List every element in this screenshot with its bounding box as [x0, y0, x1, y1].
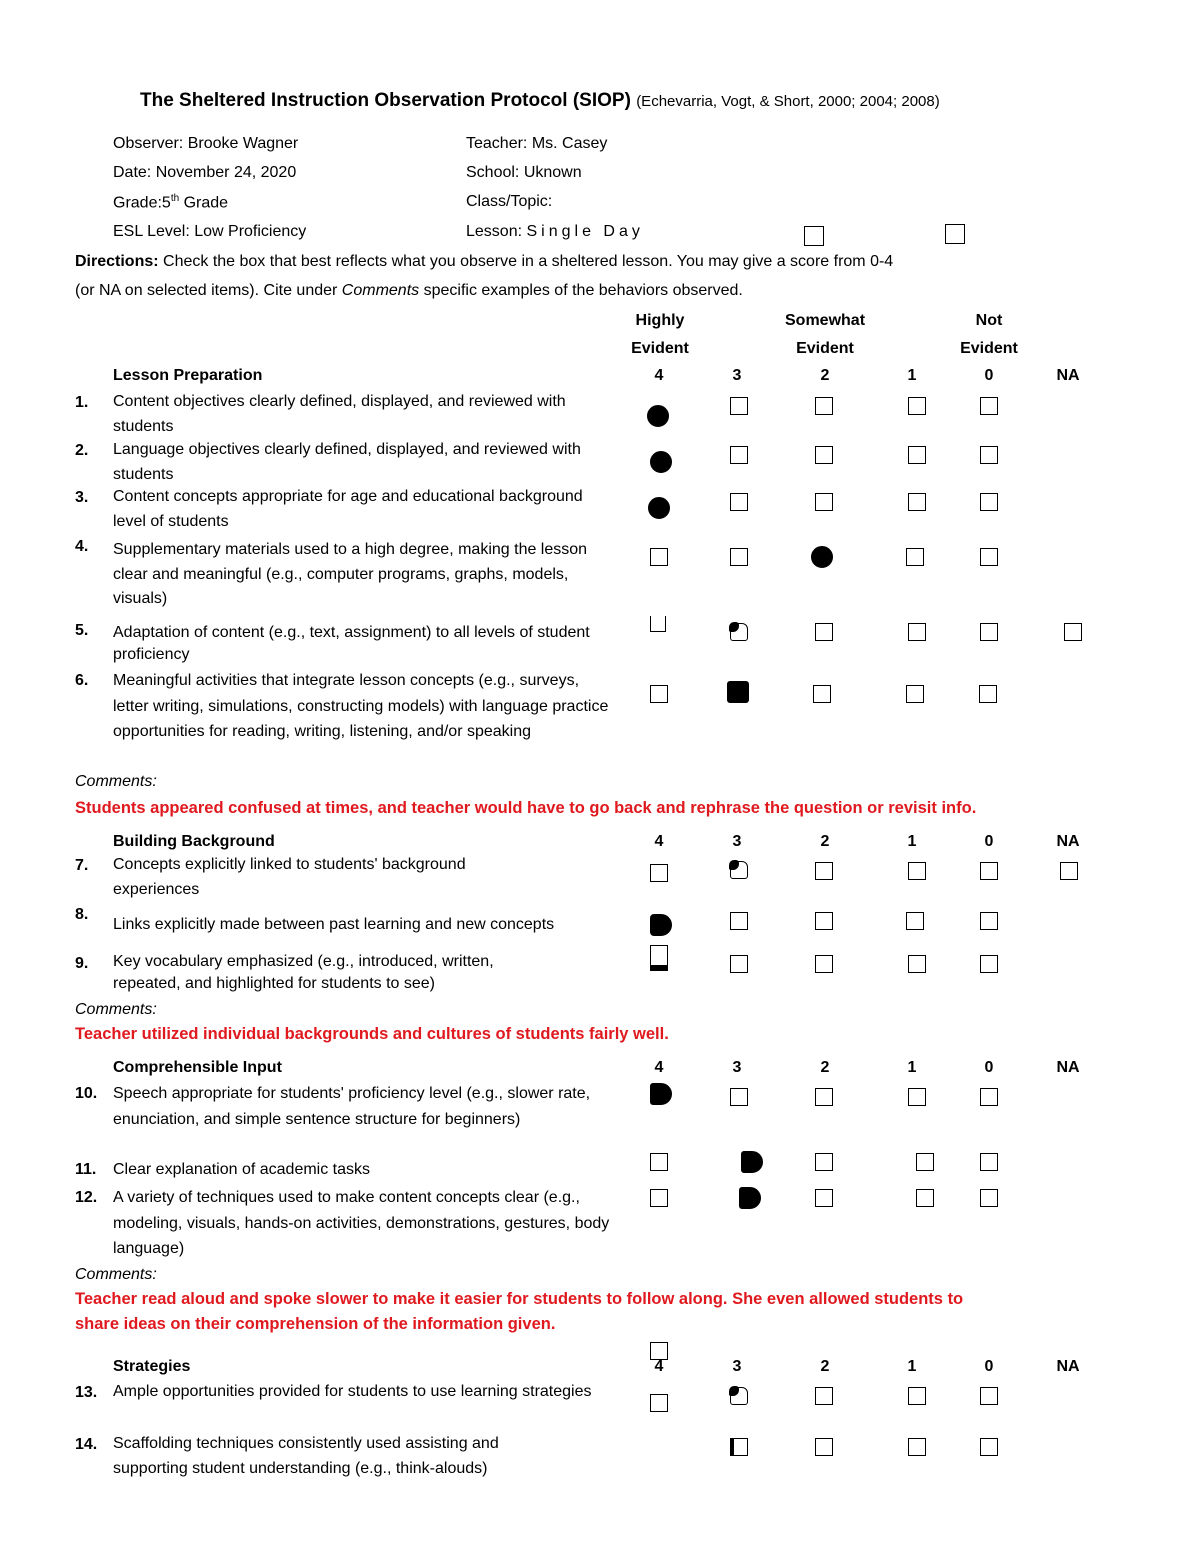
item-7-score-1[interactable]: [908, 862, 926, 880]
item-number: 13.: [75, 1384, 98, 1401]
item-9-score-0[interactable]: [980, 955, 998, 973]
item-8-score-3[interactable]: [730, 912, 748, 930]
item-9-score-3[interactable]: [730, 955, 748, 973]
item-6-score-0[interactable]: [979, 685, 997, 703]
col-0: 0: [984, 1059, 994, 1076]
item-2-score-2[interactable]: [815, 446, 833, 464]
item-4-score-3[interactable]: [730, 548, 748, 566]
item-3-score-3[interactable]: [730, 493, 748, 511]
item-4-score-4[interactable]: [650, 548, 668, 566]
col-2: 2: [820, 1059, 830, 1076]
comment-text-line-1: Teacher read aloud and spoke slower to make it easier for students to follow along. She even allowed students to: [75, 1290, 964, 1308]
col-4: 4: [654, 1059, 664, 1076]
lesson-checkbox-b[interactable]: [945, 224, 965, 244]
col-0: 0: [984, 1358, 994, 1375]
item-1-score-4[interactable]: [647, 405, 669, 427]
item-13-score-4[interactable]: [650, 1394, 668, 1412]
item-11-score-2[interactable]: [815, 1153, 833, 1171]
item-text: Language objectives clearly defined, displayed, and reviewed with students: [113, 441, 581, 483]
item-1-score-0[interactable]: [980, 397, 998, 415]
item-text: Supplementary materials used to a high degree, making the lesson clear and meaningful (e.g., computer programs, graphs, models, visuals): [113, 541, 588, 607]
item-text: Content objectives clearly defined, displayed, and reviewed with students: [113, 393, 566, 435]
item-14-score-0[interactable]: [980, 1438, 998, 1456]
scale-not-evident: Evident: [960, 340, 1018, 357]
item-6-score-4[interactable]: [650, 685, 668, 703]
col-3: 3: [732, 833, 742, 850]
lesson-checkbox-a[interactable]: [804, 226, 824, 246]
date-field: Date: November 24, 2020: [113, 164, 297, 181]
col-na: NA: [1056, 367, 1080, 384]
col-3: 3: [732, 1059, 742, 1076]
item-11-score-1[interactable]: [916, 1153, 934, 1171]
section-title-strategies: Strategies: [113, 1358, 191, 1375]
section-title-building-background: Building Background: [113, 833, 275, 850]
item-number: 14.: [75, 1436, 98, 1453]
page-title: The Sheltered Instruction Observation Protocol (SIOP) (Echevarria, Vogt, & Short, 2000; 2004; 2008): [140, 90, 940, 111]
class-topic-field: Class/Topic:: [466, 193, 553, 210]
school-field: School: Uknown: [466, 164, 582, 181]
item-6-score-1[interactable]: [906, 685, 924, 703]
item-5-score-0[interactable]: [980, 623, 998, 641]
comments-label: Comments:: [75, 1001, 157, 1018]
item-text: Content concepts appropriate for age and educational background level of students: [113, 488, 583, 530]
section-title-lesson-preparation: Lesson Preparation: [113, 367, 263, 384]
scale-highly: Highly: [635, 312, 685, 329]
item-number: 2.: [75, 442, 89, 459]
esl-level-field: ESL Level: Low Proficiency: [113, 223, 307, 240]
item-2-score-3[interactable]: [730, 446, 748, 464]
col-1: 1: [907, 833, 917, 850]
scale-somewhat: Somewhat: [785, 312, 866, 329]
comment-text: Students appeared confused at times, and teacher would have to go back and rephrase the question or revisit info.: [75, 799, 977, 817]
directions-line-2: (or NA on selected items). Cite under Comments specific examples of the behaviors observed.: [75, 282, 743, 299]
item-3-score-2[interactable]: [815, 493, 833, 511]
item-number: 4.: [75, 538, 89, 555]
item-1-score-1[interactable]: [908, 397, 926, 415]
item-12-score-1[interactable]: [916, 1189, 934, 1207]
item-8-score-1[interactable]: [906, 912, 924, 930]
item-number: 9.: [75, 955, 89, 972]
item-8-score-2[interactable]: [815, 912, 833, 930]
col-1: 1: [907, 1059, 917, 1076]
item-number: 8.: [75, 906, 89, 923]
item-5-score-1[interactable]: [908, 623, 926, 641]
item-8-score-0[interactable]: [980, 912, 998, 930]
item-text: Key vocabulary emphasized (e.g., introduced, written, repeated, and highlighted for students to see): [113, 953, 494, 992]
col-4: 4: [654, 367, 664, 384]
col-na: NA: [1056, 1358, 1080, 1375]
comments-label: Comments:: [75, 773, 157, 790]
item-2-score-0[interactable]: [980, 446, 998, 464]
item-12-score-3[interactable]: [739, 1187, 761, 1209]
item-5-score-4[interactable]: [650, 616, 666, 632]
col-0: 0: [984, 833, 994, 850]
item-2-score-1[interactable]: [908, 446, 926, 464]
item-7-score-na[interactable]: [1060, 862, 1078, 880]
col-1: 1: [907, 1358, 917, 1375]
item-10-score-4[interactable]: [650, 1083, 672, 1105]
item-11-score-4[interactable]: [650, 1153, 668, 1171]
item-13-score-1[interactable]: [908, 1387, 926, 1405]
item-12-score-4[interactable]: [650, 1189, 668, 1207]
col-3: 3: [732, 367, 742, 384]
col-3: 3: [732, 1358, 742, 1375]
item-text: Ample opportunities provided for students to use learning strategies: [113, 1383, 592, 1400]
comments-label: Comments:: [75, 1266, 157, 1283]
item-9-score-1[interactable]: [908, 955, 926, 973]
col-2: 2: [820, 833, 830, 850]
item-3-score-4[interactable]: [648, 497, 670, 519]
item-5-score-2[interactable]: [815, 623, 833, 641]
col-4: 4: [654, 1358, 664, 1375]
item-5-score-na[interactable]: [1064, 623, 1082, 641]
item-number: 5.: [75, 622, 89, 639]
observer-field: Observer: Brooke Wagner: [113, 135, 299, 152]
item-number: 6.: [75, 672, 89, 689]
item-14-score-2[interactable]: [815, 1438, 833, 1456]
grade-field: Grade:5th Grade: [113, 193, 229, 212]
col-4: 4: [654, 833, 664, 850]
scale-not: Not: [975, 312, 1003, 329]
item-text: Scaffolding techniques consistently used assisting and supporting student understanding (e.g., think-alouds): [113, 1435, 499, 1477]
item-number: 11.: [75, 1161, 97, 1178]
item-number: 1.: [75, 394, 89, 411]
item-6-score-3[interactable]: [727, 681, 749, 703]
item-text: A variety of techniques used to make content concepts clear (e.g., modeling, visuals, hands-on activities, demonstrations, gestures, body language): [113, 1189, 610, 1257]
col-na: NA: [1056, 1059, 1080, 1076]
citation: (Echevarria, Vogt, & Short, 2000; 2004; 2008): [636, 93, 940, 110]
item-1-score-3[interactable]: [730, 397, 748, 415]
item-11-score-0[interactable]: [980, 1153, 998, 1171]
item-6-score-2[interactable]: [813, 685, 831, 703]
item-number: 10.: [75, 1085, 98, 1102]
col-na: NA: [1056, 833, 1080, 850]
item-7-score-0[interactable]: [980, 862, 998, 880]
item-text: Links explicitly made between past learning and new concepts: [113, 916, 555, 933]
scale-highly-evident: Evident: [631, 340, 689, 357]
scale-somewhat-evident: Evident: [796, 340, 854, 357]
lesson-field: Lesson: Single Day: [466, 223, 644, 240]
item-12-score-0[interactable]: [980, 1189, 998, 1207]
directions-line-1: Directions: Check the box that best reflects what you observe in a sheltered lesson. You may give a score from 0-4: [75, 253, 894, 270]
teacher-field: Teacher: Ms. Casey: [466, 135, 608, 152]
item-text: Meaningful activities that integrate lesson concepts (e.g., surveys, letter writing, simulations, constructing models) with language practice opportunities for reading, writing, listening, and/or speaking: [113, 672, 609, 740]
item-7-score-2[interactable]: [815, 862, 833, 880]
col-2: 2: [820, 367, 830, 384]
item-9-score-2[interactable]: [815, 955, 833, 973]
item-3-score-0[interactable]: [980, 493, 998, 511]
item-2-score-4[interactable]: [650, 451, 672, 473]
item-12-score-2[interactable]: [815, 1189, 833, 1207]
item-text: Concepts explicitly linked to students' background experiences: [113, 856, 466, 898]
item-5-score-3[interactable]: [730, 623, 748, 641]
item-number: 7.: [75, 857, 89, 874]
item-13-score-2[interactable]: [815, 1387, 833, 1405]
item-10-score-0[interactable]: [980, 1088, 998, 1106]
item-4-score-0[interactable]: [980, 548, 998, 566]
item-number: 3.: [75, 489, 89, 506]
item-text: Adaptation of content (e.g., text, assignment) to all levels of student proficiency: [113, 624, 590, 663]
item-13-score-0[interactable]: [980, 1387, 998, 1405]
item-4-score-2[interactable]: [811, 546, 833, 568]
item-number: 12.: [75, 1189, 98, 1206]
item-14-score-1[interactable]: [908, 1438, 926, 1456]
section-title-comprehensible-input: Comprehensible Input: [113, 1059, 282, 1076]
item-14-score-3[interactable]: [730, 1438, 748, 1456]
item-9-score-4[interactable]: [650, 945, 668, 971]
item-11-score-3[interactable]: [741, 1151, 763, 1173]
item-text: Clear explanation of academic tasks: [113, 1161, 371, 1178]
item-10-score-3[interactable]: [730, 1088, 748, 1106]
item-text: Speech appropriate for students' proficiency level (e.g., slower rate, enunciation, and simple sentence structure for beginners): [113, 1085, 591, 1128]
item-4-score-1[interactable]: [906, 548, 924, 566]
col-0: 0: [984, 367, 994, 384]
comment-text-line-2: share ideas on their comprehension of the information given.: [75, 1315, 556, 1333]
comment-text: Teacher utilized individual backgrounds and cultures of students fairly well.: [75, 1025, 669, 1043]
item-3-score-1[interactable]: [908, 493, 926, 511]
item-8-score-4[interactable]: [650, 914, 672, 936]
item-13-score-3[interactable]: [730, 1387, 748, 1405]
item-7-score-3[interactable]: [730, 861, 748, 879]
col-2: 2: [820, 1358, 830, 1375]
item-1-score-2[interactable]: [815, 397, 833, 415]
col-1: 1: [907, 367, 917, 384]
item-7-score-4[interactable]: [650, 864, 668, 882]
item-10-score-2[interactable]: [815, 1088, 833, 1106]
item-10-score-1[interactable]: [908, 1088, 926, 1106]
